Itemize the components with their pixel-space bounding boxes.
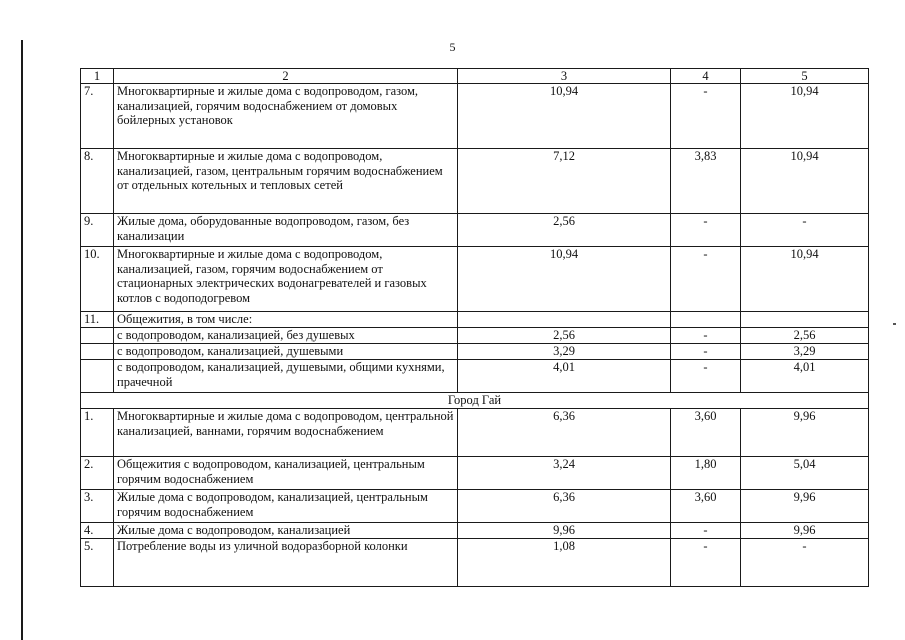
value-col3: 6,36 [458, 490, 671, 523]
table-row [81, 457, 869, 490]
table-row [81, 312, 869, 328]
value-col4: - [671, 247, 741, 312]
value-col5: 10,94 [741, 247, 869, 312]
value-col3: 10,94 [458, 84, 671, 149]
table-row [81, 149, 869, 214]
value-col3: 7,12 [458, 149, 671, 214]
value-col4: - [671, 214, 741, 247]
header-cell: 3 [458, 69, 671, 84]
value-col3: 10,94 [458, 247, 671, 312]
table-row [81, 214, 869, 247]
value-col5: 5,04 [741, 457, 869, 490]
table-row [81, 539, 869, 587]
value-col4: - [671, 523, 741, 539]
value-col5: 9,96 [741, 409, 869, 457]
value-col3: 4,01 [458, 360, 671, 393]
header-cell: 4 [671, 69, 741, 84]
value-col3: 3,24 [458, 457, 671, 490]
value-col3 [458, 312, 671, 328]
page-number: 5 [449, 40, 456, 54]
value-col5: 10,94 [741, 149, 869, 214]
margin-mark [893, 323, 896, 325]
value-col3: 3,29 [458, 344, 671, 360]
value-col5: 9,96 [741, 523, 869, 539]
value-col5: 9,96 [741, 490, 869, 523]
table-row [81, 360, 869, 393]
row-number: 3. [81, 490, 114, 523]
value-col3: 9,96 [458, 523, 671, 539]
value-col4: 3,60 [671, 409, 741, 457]
row-description: Многоквартирные и жилые дома с водопроводом, канализацией, газом, горячим водоснабжением от стационарных электрических водонагревателей и газовых котлов с водоподогревом [114, 247, 458, 312]
value-col4: 3,60 [671, 490, 741, 523]
norms-table [80, 68, 869, 587]
value-col5: 10,94 [741, 84, 869, 149]
table-row [81, 328, 869, 344]
value-col3: 2,56 [458, 328, 671, 344]
row-number: 5. [81, 539, 114, 587]
row-description: Жилые дома, оборудованные водопроводом, газом, без канализации [114, 214, 458, 247]
value-col5: - [741, 214, 869, 247]
row-number: 4. [81, 523, 114, 539]
section-title: Город Гай [81, 393, 869, 409]
row-number [81, 328, 114, 344]
header-cell: 5 [741, 69, 869, 84]
value-col3: 1,08 [458, 539, 671, 587]
row-number: 1. [81, 409, 114, 457]
row-description: с водопроводом, канализацией, без душевых [114, 328, 458, 344]
header-cell: 2 [114, 69, 458, 84]
table-header-row [81, 69, 869, 84]
row-description: с водопроводом, канализацией, душевыми [114, 344, 458, 360]
value-col4: - [671, 84, 741, 149]
value-col4: 3,83 [671, 149, 741, 214]
row-number: 10. [81, 247, 114, 312]
value-col4: - [671, 360, 741, 393]
value-col4: 1,80 [671, 457, 741, 490]
row-description: Общежития, в том числе: [114, 312, 458, 328]
table-row [81, 344, 869, 360]
value-col4: - [671, 328, 741, 344]
value-col5: 2,56 [741, 328, 869, 344]
row-description: Многоквартирные и жилые дома с водопроводом, канализацией, газом, центральным горячим водоснабжением от отдельных котельных и тепловых сетей [114, 149, 458, 214]
value-col5: - [741, 539, 869, 587]
section-row [81, 393, 869, 409]
row-number: 8. [81, 149, 114, 214]
row-description: Многоквартирные и жилые дома с водопроводом, центральной канализацией, ваннами, горячим водоснабжением [114, 409, 458, 457]
value-col5 [741, 312, 869, 328]
row-number [81, 344, 114, 360]
value-col4: - [671, 344, 741, 360]
table-row [81, 247, 869, 312]
row-description: Потребление воды из уличной водоразборной колонки [114, 539, 458, 587]
row-number: 11. [81, 312, 114, 328]
table-row [81, 409, 869, 457]
table-row [81, 490, 869, 523]
row-description: Жилые дома с водопроводом, канализацией, центральным горячим водоснабжением [114, 490, 458, 523]
page-left-edge-line [21, 40, 23, 640]
table-row [81, 523, 869, 539]
value-col5: 4,01 [741, 360, 869, 393]
row-number: 9. [81, 214, 114, 247]
value-col4 [671, 312, 741, 328]
row-number [81, 360, 114, 393]
row-number: 7. [81, 84, 114, 149]
header-cell: 1 [81, 69, 114, 84]
table-row [81, 84, 869, 149]
value-col5: 3,29 [741, 344, 869, 360]
value-col3: 6,36 [458, 409, 671, 457]
value-col3: 2,56 [458, 214, 671, 247]
row-description: Многоквартирные и жилые дома с водопроводом, газом, канализацией, горячим водоснабжением от домовых бойлерных установок [114, 84, 458, 149]
row-description: с водопроводом, канализацией, душевыми, общими кухнями, прачечной [114, 360, 458, 393]
row-description: Общежития с водопроводом, канализацией, центральным горячим водоснабжением [114, 457, 458, 490]
row-description: Жилые дома с водопроводом, канализацией [114, 523, 458, 539]
row-number: 2. [81, 457, 114, 490]
value-col4: - [671, 539, 741, 587]
